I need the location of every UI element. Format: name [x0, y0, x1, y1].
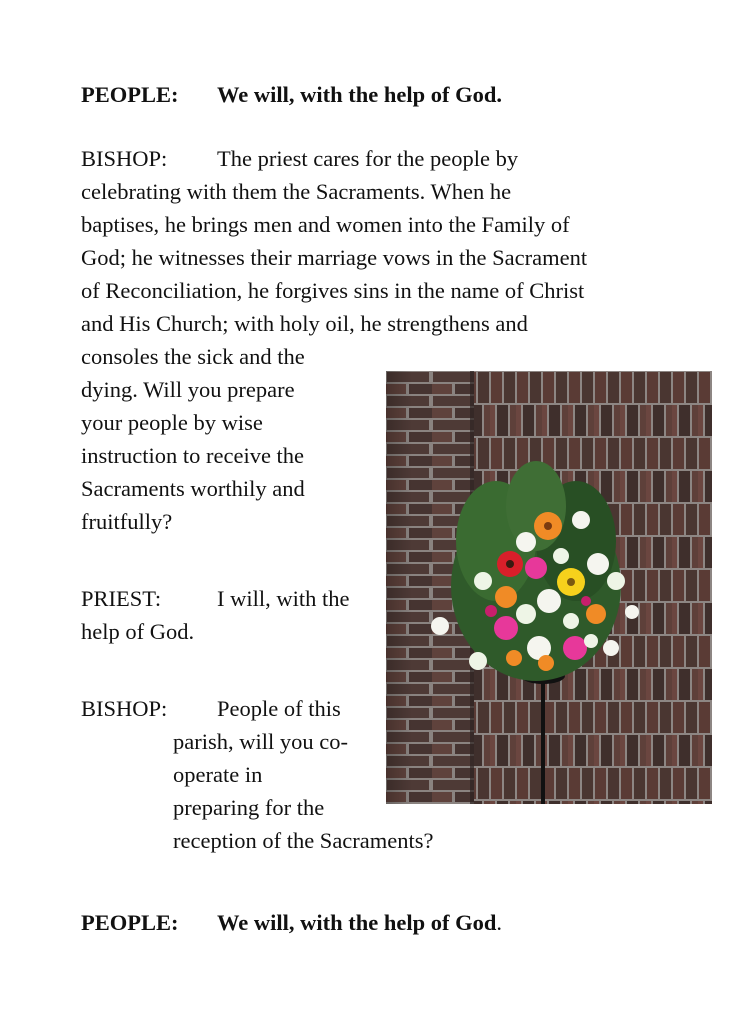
- priest-second-line: help of God.: [81, 619, 195, 644]
- priest-first-line: I will, with the: [217, 586, 350, 611]
- bishop-1-line: of Reconciliation, he forgives sins in the name of Christ: [81, 278, 585, 303]
- bishop-1-line: and His Church; with holy oil, he strengthens and: [81, 311, 528, 336]
- speaker-priest: PRIEST:: [81, 586, 162, 611]
- response-people-2-period: .: [496, 910, 503, 935]
- bishop-1-line: Sacraments worthily and: [81, 476, 305, 501]
- speaker-people-2: PEOPLE:: [81, 910, 179, 935]
- bishop-1-line: your people by wise: [81, 410, 263, 435]
- speaker-bishop-2: BISHOP:: [81, 696, 168, 721]
- bishop-1-line: instruction to receive the: [81, 443, 305, 468]
- bishop-2-line: reception of the Sacraments?: [173, 828, 434, 853]
- bishop-2-line: preparing for the: [173, 795, 325, 820]
- bishop-2-line: parish, will you co-: [173, 729, 348, 754]
- response-people-2-text: We will, with the help of God: [217, 910, 497, 935]
- speaker-bishop-1: BISHOP:: [81, 146, 168, 171]
- bishop-1-line: dying. Will you prepare: [81, 377, 295, 402]
- bishop-1-line: baptises, he brings men and women into the Family of: [81, 212, 570, 237]
- flower-arrangement-photo: [386, 371, 712, 804]
- response-people-2: [217, 906, 502, 939]
- speaker-people-1: PEOPLE:: [81, 82, 179, 107]
- bishop-1-line: fruitfully?: [81, 509, 173, 534]
- bishop-1-line: celebrating with them the Sacraments. When he: [81, 179, 512, 204]
- bishop-2-line: operate in: [173, 762, 263, 787]
- bishop-1-line: God; he witnesses their marriage vows in the Sacrament: [81, 245, 588, 270]
- bishop-1-first-line: The priest cares for the people by: [217, 146, 519, 171]
- bishop-2-first-line: People of this: [217, 696, 341, 721]
- bishop-1-line: consoles the sick and the: [81, 344, 305, 369]
- response-people-1: We will, with the help of God.: [217, 82, 503, 107]
